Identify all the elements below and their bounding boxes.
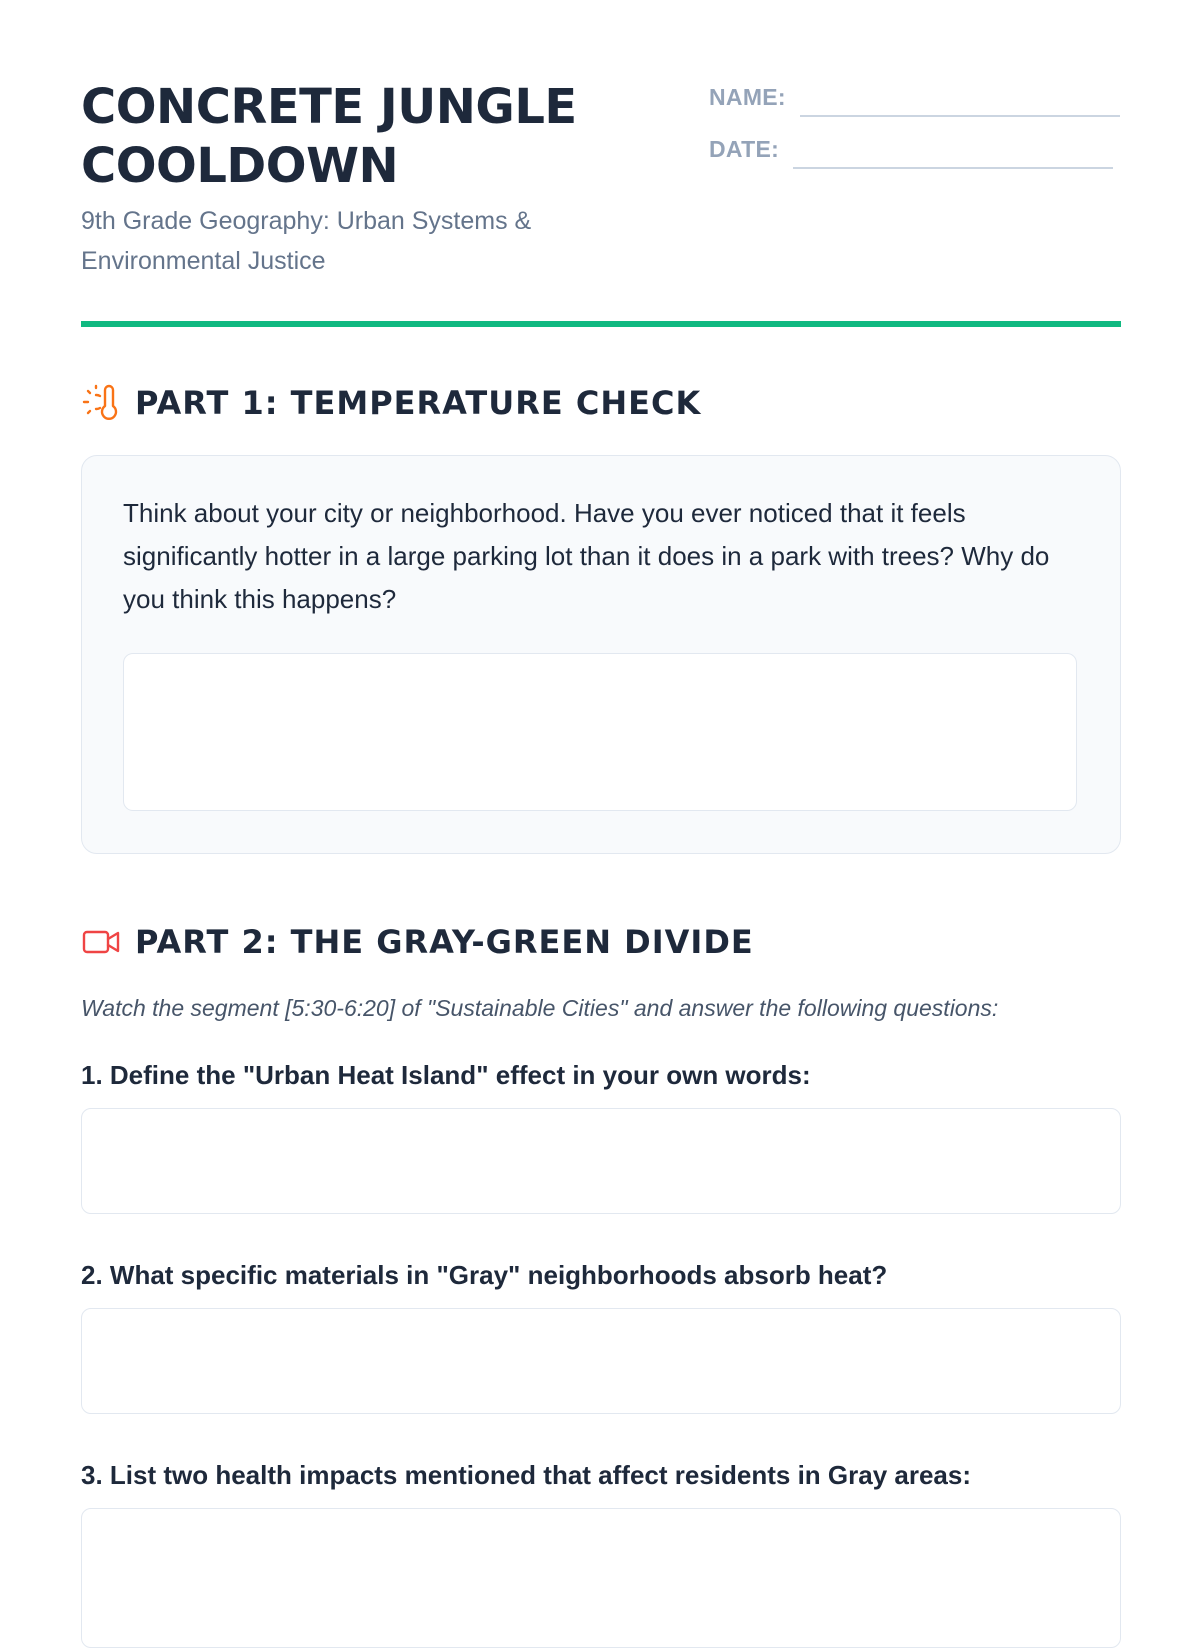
name-blank-line[interactable]: [800, 115, 1120, 117]
part1-title: PART 1: TEMPERATURE CHECK: [135, 384, 702, 422]
video-camera-icon: [81, 922, 121, 962]
sun-thermometer-icon: [81, 383, 121, 423]
date-label: DATE:: [709, 136, 780, 162]
title-line-1: CONCRETE JUNGLE: [81, 79, 577, 135]
question-1: 1. Define the "Urban Heat Island" effect in your own words:: [81, 1060, 811, 1090]
question-1-answer-box[interactable]: [81, 1108, 1121, 1214]
worksheet-subtitle: [81, 201, 641, 281]
part1-prompt: Think about your city or neighborhood. Have you ever noticed that it feels significantly hotter in a large parking lot than it does in a park with trees? Why do you think this happens?: [123, 498, 1050, 614]
title-line-2: COOLDOWN: [81, 138, 399, 194]
date-field-row: [709, 136, 1113, 163]
question-2: 2. What specific materials in "Gray" neighborhoods absorb heat?: [81, 1260, 888, 1290]
subtitle-line-2: Environmental Justice: [81, 247, 326, 275]
name-label: NAME:: [709, 84, 786, 110]
part2-title: PART 2: THE GRAY-GREEN DIVIDE: [135, 923, 754, 961]
question-3-answer-box[interactable]: [81, 1508, 1121, 1648]
part1-answer-box[interactable]: [123, 653, 1077, 811]
subtitle-line-1: 9th Grade Geography: Urban Systems &: [81, 207, 532, 235]
name-field-row: [709, 84, 1120, 111]
question-3: 3. List two health impacts mentioned that affect residents in Gray areas:: [81, 1460, 972, 1490]
part2-heading: [81, 922, 754, 962]
worksheet-header: [81, 0, 1121, 330]
worksheet-title: [81, 78, 701, 196]
worksheet-page: [81, 0, 1121, 1490]
date-blank-line[interactable]: [793, 167, 1113, 169]
header-divider: [81, 321, 1121, 327]
part2-instructions: Watch the segment [5:30-6:20] of "Sustainable Cities" and answer the following questions:: [81, 995, 999, 1021]
question-2-answer-box[interactable]: [81, 1308, 1121, 1414]
part1-heading: [81, 383, 701, 423]
part1-card: [81, 455, 1121, 854]
